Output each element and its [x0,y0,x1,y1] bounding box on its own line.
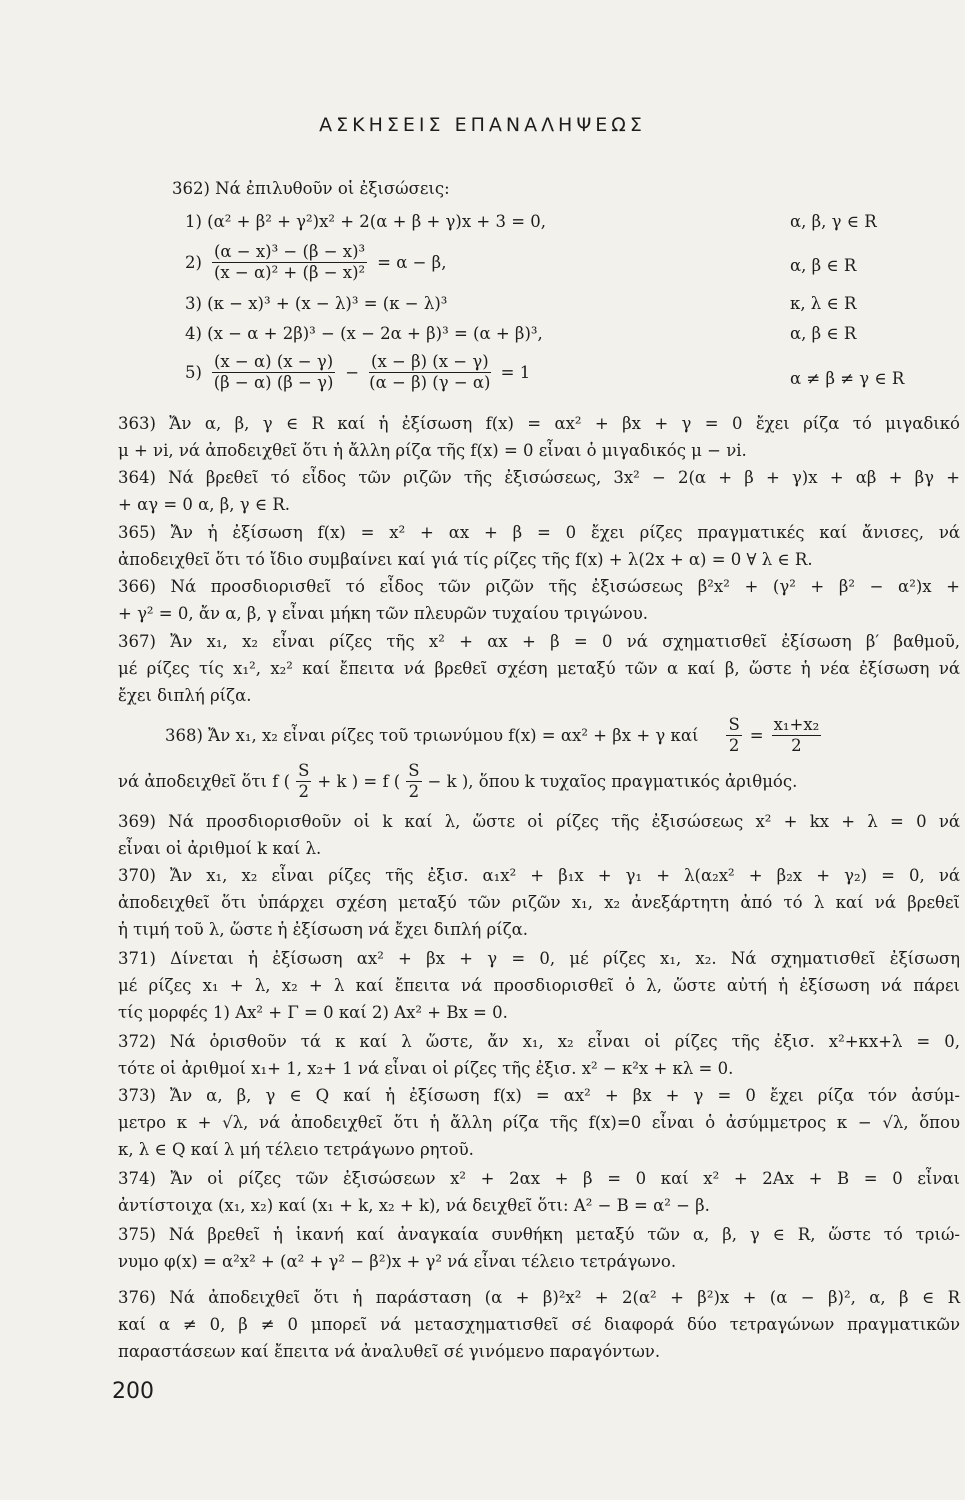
exercise-364-line-1: 364) Νά βρεθεῖ τό εἶδος τῶν ριζῶν τῆς ἐξισώσεως, 3x² − 2(α + β + γ)x + αβ + βγ + [118,468,960,487]
equation-2-label: 2) [185,252,202,272]
fraction-numerator: (x − β) (x − γ) [371,351,489,371]
fraction-denominator: 2 [728,735,740,755]
equation-1: 1) (α² + β² + γ²)x² + 2(α + β + γ)x + 3 = 0, [185,212,547,231]
fraction-numerator: (x − α) (x − γ) [213,351,334,371]
equals-sign: = [749,725,764,745]
equation-5-fraction-2 [369,352,491,393]
equation-5-label: 5) [185,362,202,382]
fraction-roots-sum [772,715,822,756]
condition-4: α, β ∈ R [790,324,857,343]
exercise-363-line-2: μ + νi, νά ἀποδειχθεῖ ὅτι ἡ ἄλλη ρίζα τῆς f(x) = 0 εἶναι ὁ μιγαδικός μ − νi. [118,441,747,460]
exercise-373-line-2: μετρο κ + √λ, νά ἀποδειχθεῖ ὅτι ἡ ἄλλη ρίζα τῆς f(x)=0 εἶναι ὁ ἀσύμμετρος κ − √λ, ὅπου [118,1113,960,1132]
exercise-370-line-1: 370) Ἄν x₁, x₂ εἶναι ρίζες τῆς ἐξισ. α₁x² + β₁x + γ₁ + λ(α₂x² + β₂x + γ₂) = 0, νά [118,866,960,885]
exercise-365-line-2: ἀποδειχθεῖ ὅτι τό ἴδιο συμβαίνει καί γιά τίς ρίζες τῆς f(x) + λ(2x + α) = 0 ∀ λ ∈ R. [118,550,813,569]
exercise-368-part-b: + k ) = f ( [317,771,401,791]
fraction-s-over-2 [406,761,421,802]
exercise-372-line-2: τότε οἱ ἀριθμοί x₁+ 1, x₂+ 1 νά εἶναι οἱ ρίζες τῆς ἐξισ. x² − κ²x + κλ = 0. [118,1059,734,1078]
exercise-371-line-2: μέ ρίζες x₁ + λ, x₂ + λ καί ἔπειτα νά προσδιορισθεῖ ὁ λ, ὥστε αὐτή ἡ ἐξίσωση νά πάρει [118,976,960,995]
exercise-366-line-2: + γ² = 0, ἄν α, β, γ εἶναι μήκη τῶν πλευρῶν τυχαίου τριγώνου. [118,604,648,623]
exercise-370-line-2: ἀποδειχθεῖ ὅτι ὑπάρχει σχέση μεταξύ τῶν ριζῶν x₁, x₂ ἀνεξάρτητη ἀπό τό λ καί νά βρεθεῖ [118,893,960,912]
exercise-364-line-2: + αγ = 0 α, β, γ ∈ R. [118,495,291,514]
exercise-367-line-3: ἔχει διπλή ρίζα. [118,686,252,705]
exercise-371-line-3: τίς μορφές 1) Ax² + Γ = 0 καί 2) Ax² + Bx = 0. [118,1003,508,1022]
exercise-368-part-a: νά ἀποδειχθεῖ ὅτι f ( [118,771,291,791]
fraction-denominator: 2 [298,781,309,801]
fraction-s-over-2 [296,761,311,802]
equation-2 [185,240,446,284]
exercise-374-line-1: 374) Ἄν οἱ ρίζες τῶν ἐξισώσεων x² + 2αx + β = 0 καί x² + 2Ax + B = 0 εἶναι [118,1169,960,1188]
fraction-numerator: S [298,760,310,780]
minus-sign: − [345,362,360,382]
fraction-numerator: x₁+x₂ [773,714,820,734]
exercise-368-line-2 [118,758,797,804]
condition-5: α ≠ β ≠ γ ∈ R [790,369,905,388]
exercise-371-line-1: 371) Δίνεται ἡ ἐξίσωση αx² + βx + γ = 0, μέ ρίζες x₁, x₂. Νά σχηματισθεῖ ἐξίσωση [118,949,960,968]
exercise-370-line-3: ἡ τιμή τοῦ λ, ὥστε ἡ ἐξίσωση νά ἔχει διπλή ρίζα. [118,920,529,939]
exercise-368-part-c: − k ), ὅπου k τυχαῖος πραγματικός ἀριθμός. [427,771,798,791]
exercise-369-line-1: 369) Νά προσδιορισθοῦν οἱ k καί λ, ὥστε οἱ ρίζες τῆς ἐξισώσεως x² + kx + λ = 0 νά [118,812,960,831]
exercise-375-line-1: 375) Νά βρεθεῖ ἡ ἱκανή καί ἀναγκαία συνθήκη μεταξύ τῶν α, β, γ ∈ R, ὥστε τό τριώ- [118,1225,960,1244]
exercise-369-line-2: εἶναι οἱ ἀριθμοί k καί λ. [118,839,322,858]
fraction-numerator: (α − x)³ − (β − x)³ [213,241,366,261]
equation-2-rhs: = α − β, [377,252,447,272]
exercise-376-line-1: 376) Νά ἀποδειχθεῖ ὅτι ἡ παράσταση (α + β)²x² + 2(α² + β²)x + (α − β)², α, β ∈ R [118,1288,960,1307]
exercise-362-intro: 362) Νά ἐπιλυθοῦν οἱ ἐξισώσεις: [172,179,450,198]
exercise-367-line-1: 367) Ἄν x₁, x₂ εἶναι ρίζες τῆς x² + αx + β = 0 νά σχηματισθεῖ ἐξίσωση β′ βαθμοῦ, [118,632,960,651]
fraction-denominator: (x − α)² + (β − x)² [213,262,366,282]
exercise-373-line-1: 373) Ἄν α, β, γ ∈ Q καί ἡ ἐξίσωση f(x) = αx² + βx + γ = 0 ἔχει ρίζα τόν ἀσύμ- [118,1086,960,1105]
exercise-363-line-1: 363) Ἄν α, β, γ ∈ R καί ἡ ἐξίσωση f(x) = αx² + βx + γ = 0 ἔχει ρίζα τό μιγαδικό [118,414,960,433]
equation-5 [185,350,530,394]
exercise-376-line-2: καί α ≠ 0, β ≠ 0 μπορεῖ νά μετασχηματισθεῖ σέ διαφορά δύο τετραγώνων πραγματικῶν [118,1315,960,1334]
exercise-372-line-1: 372) Νά ὁρισθοῦν τά κ καί λ ὥστε, ἄν x₁, x₂ εἶναι οἱ ρίζες τῆς ἐξισ. x²+κx+λ = 0, [118,1032,960,1051]
exercise-376-line-3: παραστάσεων καί ἔπειτα νά ἀναλυθεῖ σέ γινόμενο παραγόντων. [118,1342,661,1361]
fraction-numerator: S [728,714,740,734]
equation-4: 4) (x − α + 2β)³ − (x − 2α + β)³ = (α + β)³, [185,324,543,343]
exercise-368-line-1 [165,712,821,758]
condition-3: κ, λ ∈ R [790,294,857,313]
fraction-s-over-2 [726,715,741,756]
equation-5-fraction-1 [212,352,335,393]
fraction-denominator: 2 [408,781,420,801]
fraction-numerator: S [408,760,420,780]
page-number: 200 [112,1379,154,1404]
equation-2-fraction [212,242,367,283]
condition-1: α, β, γ ∈ R [790,212,877,231]
exercise-374-line-2: ἀντίστοιχα (x₁, x₂) καί (x₁ + k, x₂ + k), νά δειχθεῖ ὅτι: A² − B = α² − β. [118,1196,710,1215]
exercise-373-line-3: κ, λ ∈ Q καί λ μή τέλειο τετράγωνο ρητοῦ. [118,1140,474,1159]
page-header: ΑΣΚΗΣΕΙΣ ΕΠΑΝΑΛΗΨΕΩΣ [319,114,646,136]
exercise-367-line-2: μέ ρίζες τίς x₁², x₂² καί ἔπειτα νά βρεθεῖ σχέση μεταξύ τῶν α καί β, ὥστε ἡ νέα ἐξίσωση νά [118,659,960,678]
fraction-denominator: (α − β) (γ − α) [369,372,491,392]
exercise-375-line-2: νυμο φ(x) = α²x² + (α² + γ² − β²)x + γ² νά εἶναι τέλειο τετράγωνο. [118,1252,677,1271]
exercise-365-line-1: 365) Ἄν ἡ ἐξίσωση f(x) = x² + αx + β = 0 ἔχει ρίζες πραγματικές καί ἄνισες, νά [118,523,960,542]
equation-5-rhs: = 1 [500,362,531,382]
exercise-366-line-1: 366) Νά προσδιορισθεῖ τό εἶδος τῶν ριζῶν τῆς ἐξισώσεως β²x² + (γ² + β² − α²)x + [118,577,960,596]
condition-2: α, β ∈ R [790,256,857,275]
exercise-368-text: 368) Ἄν x₁, x₂ εἶναι ρίζες τοῦ τριωνύμου f(x) = αx² + βx + γ καί [165,725,699,745]
fraction-denominator: 2 [791,735,802,755]
fraction-denominator: (β − α) (β − γ) [213,372,334,392]
equation-3: 3) (κ − x)³ + (x − λ)³ = (κ − λ)³ [185,294,448,313]
